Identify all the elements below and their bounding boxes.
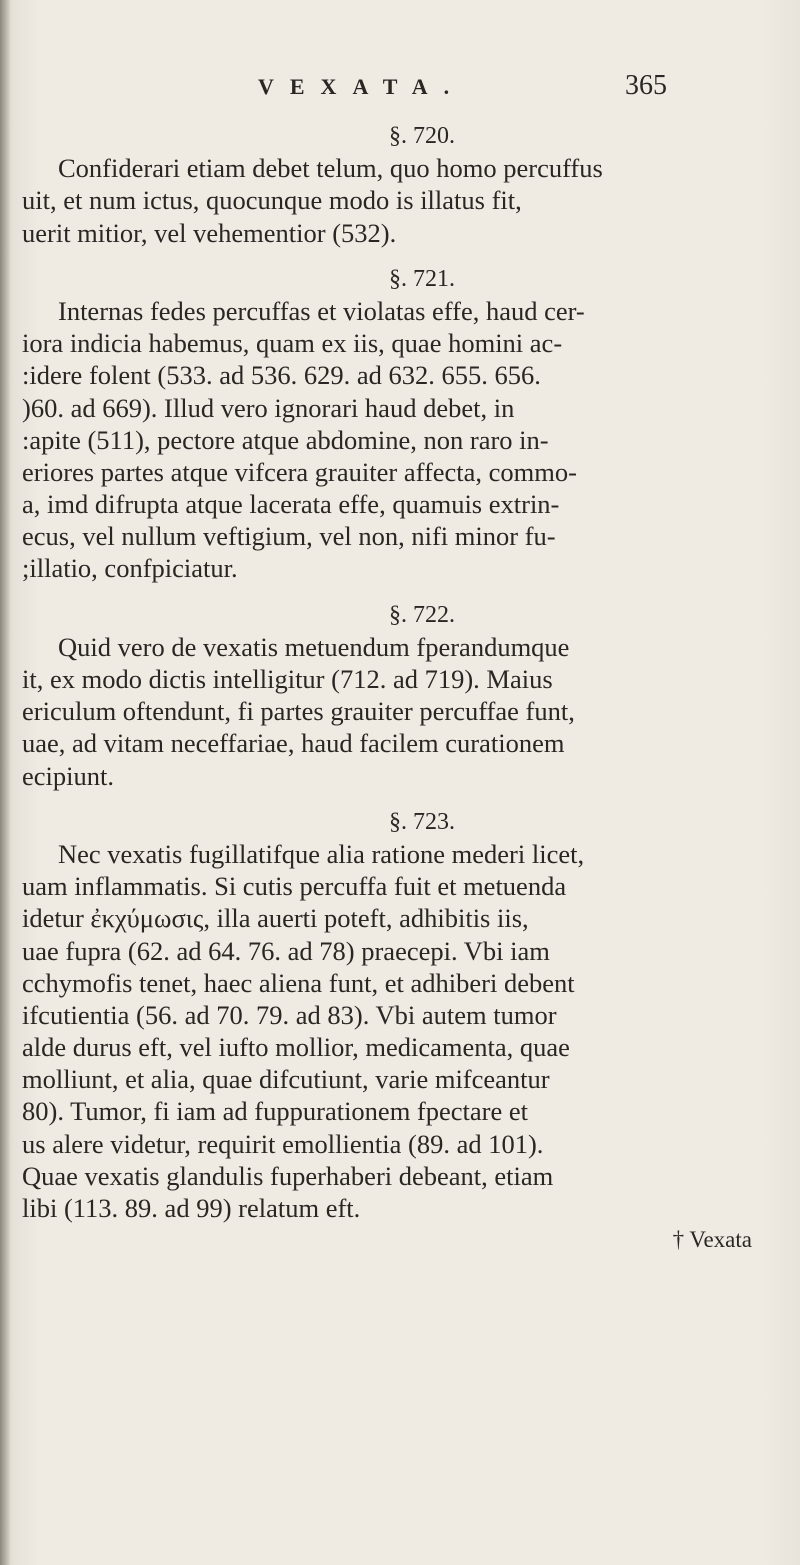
- text-line: uam inflammatis. Si cutis percuffa fuit et metuenda: [22, 871, 567, 902]
- text-line: )60. ad 669). Illud vero ignorari haud debet, in: [22, 392, 515, 423]
- text-line: Nec vexatis fugillatifque alia ratione mederi licet,: [58, 838, 585, 869]
- text-line: Quae vexatis glandulis fuperhaberi debeant, etiam: [22, 1160, 554, 1191]
- text-line: ericulum oftendunt, fi partes grauiter percuffae funt,: [22, 696, 575, 727]
- text-line: :apite (511), pectore atque abdomine, non raro in-: [22, 424, 549, 455]
- text-line: molliunt, et alia, quae difcutiunt, varie mifceantur: [22, 1064, 550, 1095]
- text-line: ecus, vel nullum veftigium, vel non, nifi minor fu-: [22, 521, 556, 552]
- text-line: uit, et num ictus, quocunque modo is illatus fit,: [22, 185, 522, 216]
- catchword: † Vexata: [672, 1227, 752, 1253]
- text-line: ifcutientia (56. ad 70. 79. ad 83). Vbi autem tumor: [22, 999, 557, 1030]
- text-line: 80). Tumor, fi iam ad fuppurationem fpectare et: [22, 1096, 528, 1127]
- running-title: VEXATA.: [258, 74, 466, 99]
- text-line: libi (113. 89. ad 99) relatum eft.: [22, 1193, 361, 1223]
- text-line: ecipiunt.: [22, 760, 114, 791]
- text-line: us alere videtur, requirit emollientia (89. ad 101).: [22, 1128, 544, 1159]
- text-line: ;illatio, confpiciatur.: [22, 553, 238, 584]
- section-heading-723: §. 723.: [389, 808, 455, 835]
- text-line: a, imd difrupta atque lacerata effe, quamuis extrin-: [22, 489, 560, 520]
- text-line: cchymofis tenet, haec aliena funt, et adhiberi debent: [22, 967, 575, 998]
- text-line: Quid vero de vexatis metuendum fperandumque: [58, 631, 570, 662]
- body-text: [22, 120, 782, 1256]
- section-heading-720: §. 720.: [389, 123, 455, 149]
- page-number: 365: [625, 70, 667, 101]
- section-heading-722: §. 722.: [389, 601, 455, 628]
- text-line: it, ex modo dictis intelligitur (712. ad 719). Maius: [22, 664, 553, 694]
- text-line: uae, ad vitam neceffariae, haud facilem curationem: [22, 728, 565, 759]
- section-heading-721: §. 721.: [389, 265, 455, 292]
- page-header: [0, 70, 800, 114]
- page-gutter-shadow: [0, 0, 10, 1565]
- text-line: iora indicia habemus, quam ex iis, quae homini ac-: [22, 328, 563, 359]
- text-line: alde durus eft, vel iufto mollior, medicamenta, quae: [22, 1032, 570, 1063]
- text-line: uae fupra (62. ad 64. 76. ad 78) praecepi. Vbi iam: [22, 935, 550, 966]
- text-line: idetur ἐκχύμωσις, illa auerti poteft, adhibitis iis,: [22, 903, 529, 934]
- text-line: Confiderari etiam debet telum, quo homo percuffus: [58, 153, 603, 184]
- text-line: Internas fedes percuffas et violatas effe, haud cer-: [58, 295, 585, 326]
- text-line: uerit mitior, vel vehementior (532).: [22, 217, 397, 248]
- text-line: eriores partes atque vifcera grauiter affecta, commo-: [22, 456, 577, 487]
- text-line: :idere folent (533. ad 536. 629. ad 632. 655. 656.: [22, 360, 541, 391]
